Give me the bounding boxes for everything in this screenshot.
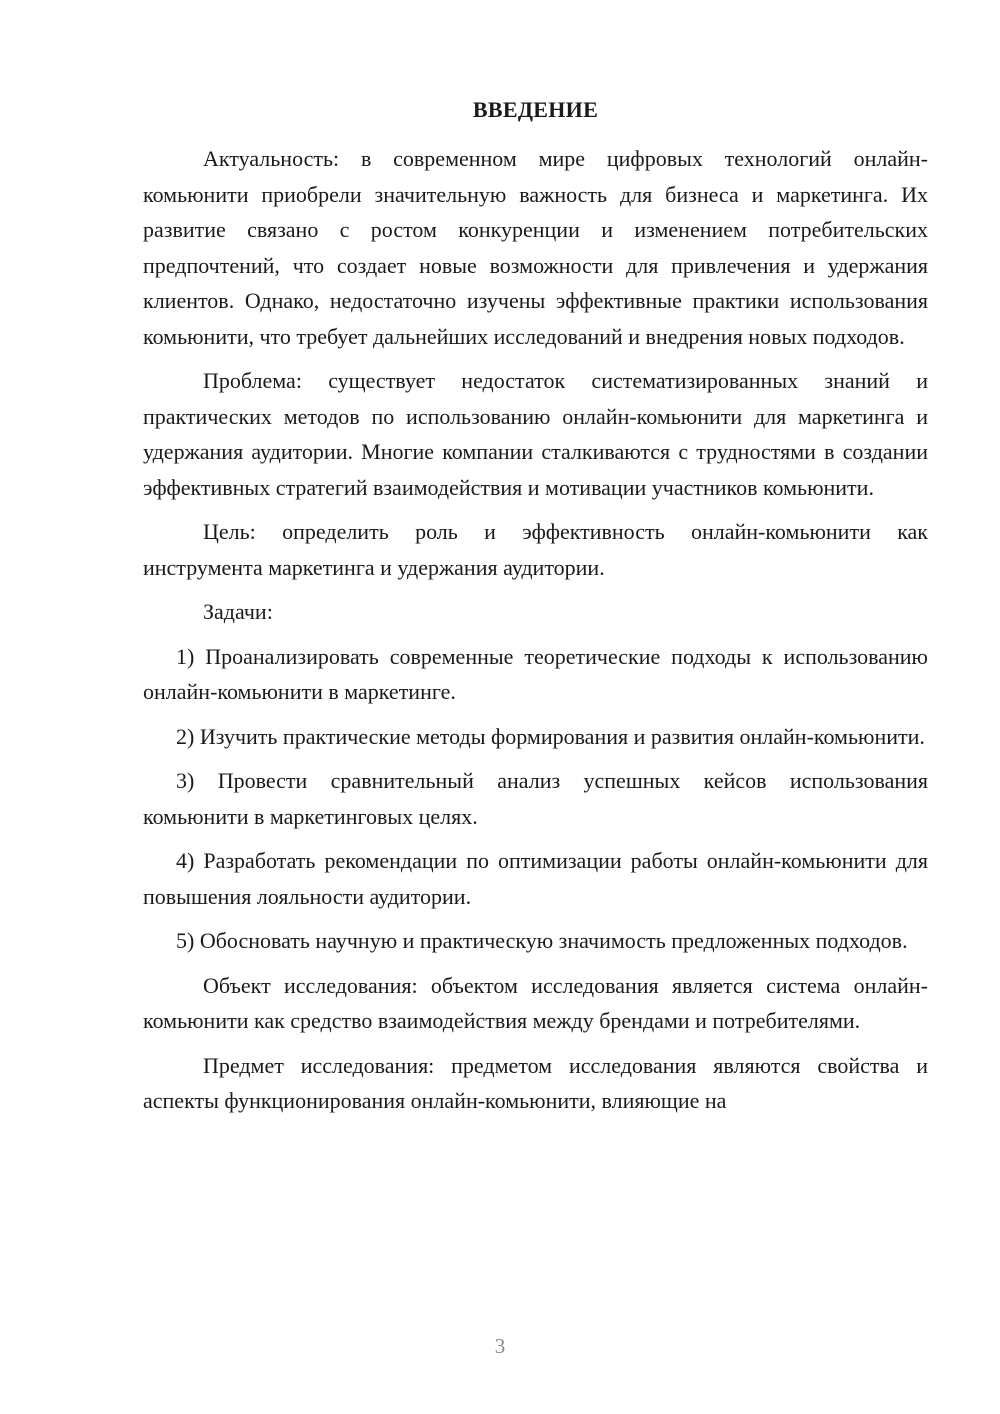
goal-paragraph: Цель: определить роль и эффективность онлайн-комьюнити как инструмента маркетинга и удержания аудитории. [143, 519, 928, 580]
tasks-heading: Задачи: [203, 599, 273, 624]
task-item-5: 5) Обосновать научную и практическую значимость предложенных подходов. [176, 928, 908, 953]
object-paragraph: Объект исследования: объектом исследования является система онлайн-комьюнити как средство взаимодействия между брендами и потребителями. [143, 972, 928, 1033]
task-item-1: 1) Проанализировать современные теоретические подходы к использованию онлайн-комьюнити в маркетинге. [143, 643, 928, 704]
subject-paragraph: Предмет исследования: предметом исследования являются свойства и аспекты функционирования онлайн-комьюнити, влияющие на [143, 1052, 928, 1113]
relevance-paragraph: Актуальность: в современном мире цифровых технологий онлайн-комьюнити приобрели значительную важность для бизнеса и маркетинга. Их развитие связано с ростом конкуренции и изменением потребительских предпочтений, что создает новые возможности для привлечения и удержания клиентов. Однако, недостаточно изучены эффективные практики использования комьюнити, что требует дальнейших исследований и внедрения новых подходов. [143, 146, 928, 349]
page-title: ВВЕДЕНИЕ [472, 97, 599, 122]
task-item-4: 4) Разработать рекомендации по оптимизации работы онлайн-комьюнити для повышения лояльности аудитории. [143, 848, 928, 909]
task-item-2: 2) Изучить практические методы формирования и развития онлайн-комьюнити. [176, 723, 925, 749]
task-item-3: 3) Провести сравнительный анализ успешных кейсов использования комьюнити в маркетинговых целях. [143, 768, 928, 829]
page-number: 3 [494, 1334, 506, 1358]
document-page [143, 95, 928, 1128]
problem-paragraph: Проблема: существует недостаток систематизированных знаний и практических методов по использованию онлайн-комьюнити для маркетинга и удержания аудитории. Многие компании сталкиваются с трудностями в создании эффективных стратегий взаимодействия и мотивации участников комьюнити. [143, 368, 928, 500]
